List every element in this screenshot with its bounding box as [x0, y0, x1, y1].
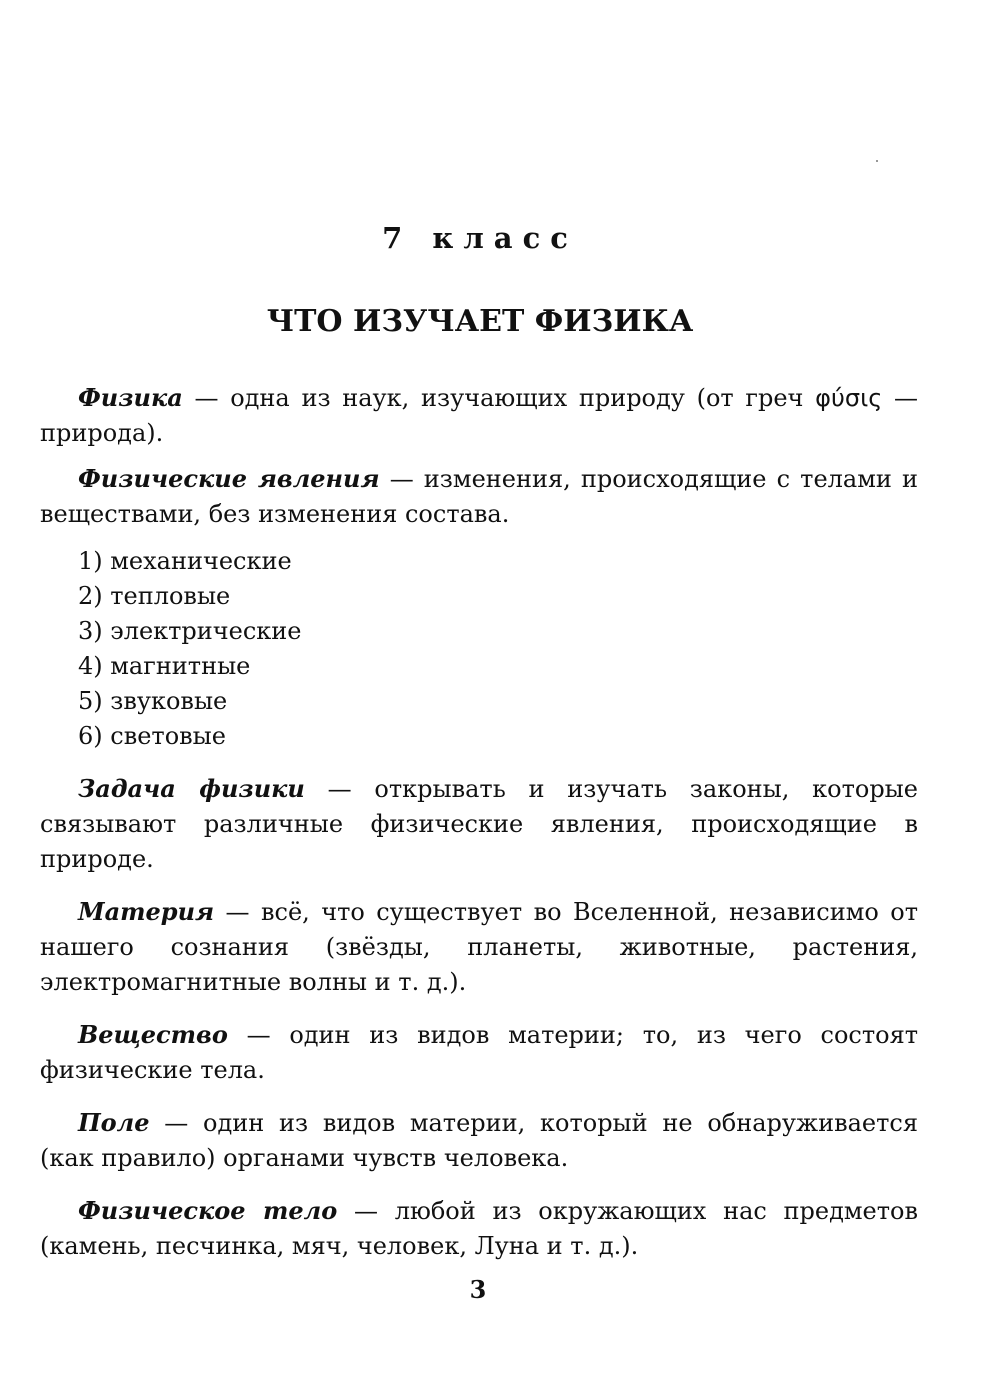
definition-physics-text: — одна из наук, изучающих природу (от греч [182, 384, 816, 412]
definition-substance-text: — один из видов материи; то, из чего состоят физические тела. [40, 1021, 918, 1084]
greek-word: φύσις [815, 384, 883, 412]
term-physics: Физика [78, 383, 183, 412]
definition-phenomena [40, 461, 918, 532]
definition-task-text: — открывать и изучать законы, которые связывают различные физические явления, происходящие в природе. [40, 775, 918, 873]
page-title: ЧТО ИЗУЧАЕТ ФИЗИКА [266, 304, 694, 339]
definition-task [40, 771, 918, 877]
list-item: 3) электрические [78, 617, 302, 645]
list-item: 2) тепловые [78, 582, 231, 610]
definition-physics-text-end: — природа). [40, 384, 918, 447]
definition-field-text: — один из видов материи, который не обнаруживается (как правило) органами чувств человека. [40, 1109, 918, 1172]
print-speck [876, 160, 878, 162]
list-item: 6) световые [78, 722, 226, 750]
term-body: Физическое тело [78, 1196, 338, 1225]
definitions-section [40, 380, 918, 1264]
definition-phenomena-text: — изменения, происходящие с телами и веществами, без изменения состава. [40, 465, 918, 528]
definition-matter [40, 894, 918, 1000]
definition-substance [40, 1017, 918, 1088]
definition-physics [40, 380, 918, 451]
term-field: Поле [78, 1108, 150, 1137]
definition-field [40, 1105, 918, 1176]
list-item: 5) звуковые [78, 687, 228, 715]
page-number: 3 [469, 1275, 487, 1304]
term-phenomena: Физические явления [78, 464, 380, 493]
phenomena-list [40, 544, 918, 754]
term-task: Задача физики [78, 774, 305, 803]
definition-body-text: — любой из окружающих нас предметов (камень, песчинка, мяч, человек, Луна и т. д.). [40, 1197, 919, 1260]
list-item: 4) магнитные [78, 652, 251, 680]
grade-heading: 7 класс [382, 221, 578, 255]
list-item: 1) механические [78, 547, 292, 575]
definition-matter-text: — всё, что существует во Вселенной, независимо от нашего сознания (звёзды, планеты, животные, растения, электромагнитные волны и т. д.). [40, 898, 918, 996]
term-substance: Вещество [78, 1020, 228, 1049]
definition-body [40, 1193, 918, 1264]
term-matter: Материя [78, 897, 215, 926]
